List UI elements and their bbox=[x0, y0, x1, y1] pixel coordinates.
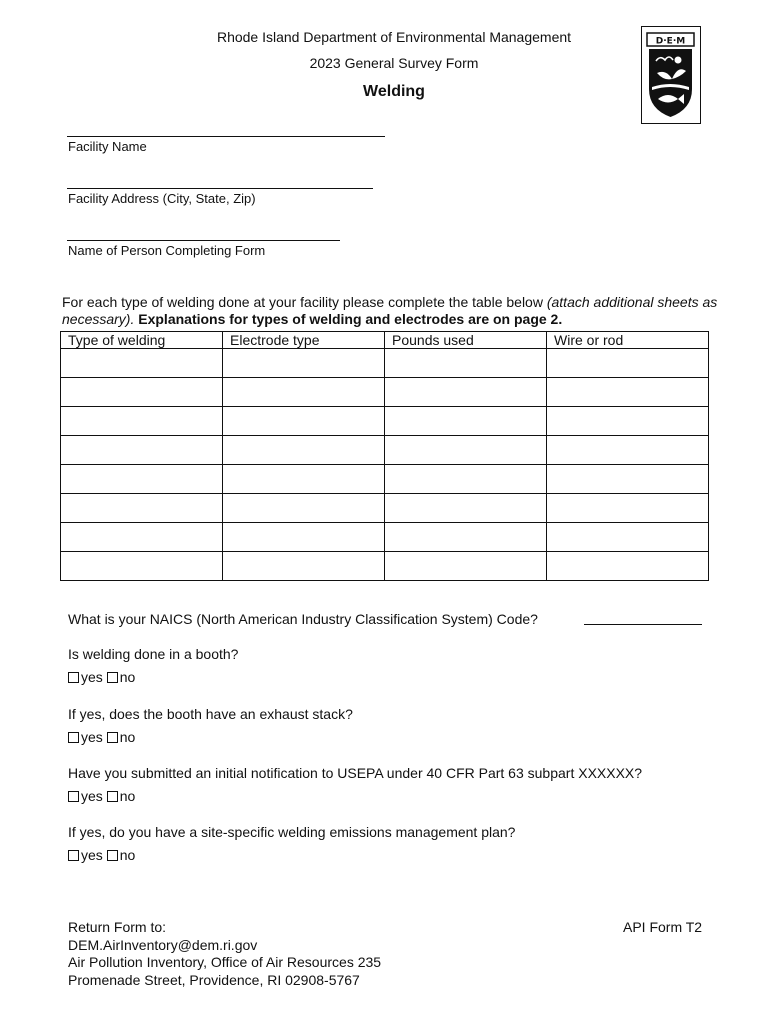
plan-question: If yes, do you have a site-specific welding emissions management plan? bbox=[68, 824, 516, 840]
column-header-electrode: Electrode type bbox=[223, 332, 385, 349]
table-cell[interactable] bbox=[223, 494, 385, 523]
table-cell[interactable] bbox=[223, 378, 385, 407]
table-cell[interactable] bbox=[385, 494, 547, 523]
facility-address-line[interactable] bbox=[67, 188, 373, 189]
table-cell[interactable] bbox=[547, 523, 709, 552]
plan-no-checkbox[interactable] bbox=[107, 850, 118, 861]
table-cell[interactable] bbox=[547, 349, 709, 378]
dem-logo bbox=[641, 26, 701, 124]
table-cell[interactable] bbox=[61, 552, 223, 581]
booth-options bbox=[68, 669, 135, 685]
dem-emblem-icon bbox=[642, 27, 699, 122]
usepa-question: Have you submitted an initial notification to USEPA under 40 CFR Part 63 subpart XXXXXX? bbox=[68, 765, 643, 781]
table-cell[interactable] bbox=[61, 523, 223, 552]
booth-question: Is welding done in a booth? bbox=[68, 646, 239, 662]
welding-table bbox=[60, 331, 709, 581]
usepa-yes-checkbox[interactable] bbox=[68, 791, 79, 802]
table-cell[interactable] bbox=[385, 552, 547, 581]
naics-question: What is your NAICS (North American Industry Classification System) Code? bbox=[68, 611, 538, 627]
naics-input-line[interactable] bbox=[584, 624, 702, 625]
usepa-no-checkbox[interactable] bbox=[107, 791, 118, 802]
table-cell[interactable] bbox=[61, 494, 223, 523]
agency-name: Rhode Island Department of Environmental Management bbox=[216, 29, 572, 45]
instructions-italic: (attach additional sheets as necessary). bbox=[62, 294, 718, 327]
table-cell[interactable] bbox=[385, 436, 547, 465]
table-cell[interactable] bbox=[223, 436, 385, 465]
table-cell[interactable] bbox=[385, 349, 547, 378]
page-title: Welding bbox=[363, 83, 425, 100]
table-row bbox=[61, 407, 709, 436]
person-name-line[interactable] bbox=[67, 240, 340, 241]
column-header-type: Type of welding bbox=[61, 332, 223, 349]
table-cell[interactable] bbox=[223, 523, 385, 552]
form-id: API Form T2 bbox=[623, 919, 703, 935]
column-header-wire: Wire or rod bbox=[547, 332, 709, 349]
return-label: Return Form to: bbox=[68, 919, 167, 935]
table-cell[interactable] bbox=[223, 407, 385, 436]
column-header-pounds: Pounds used bbox=[385, 332, 547, 349]
table-cell[interactable] bbox=[61, 465, 223, 494]
return-office: Air Pollution Inventory, Office of Air Resources 235 bbox=[68, 954, 382, 970]
logo-text: D·E·M bbox=[655, 36, 686, 47]
exhaust-no-label: no bbox=[119, 729, 136, 745]
booth-yes-label: yes bbox=[81, 669, 103, 685]
table-cell[interactable] bbox=[61, 436, 223, 465]
table-cell[interactable] bbox=[547, 407, 709, 436]
usepa-options bbox=[68, 788, 135, 804]
table-cell[interactable] bbox=[547, 378, 709, 407]
exhaust-question: If yes, does the booth have an exhaust stack? bbox=[68, 706, 353, 722]
table-cell[interactable] bbox=[223, 349, 385, 378]
table-cell[interactable] bbox=[547, 494, 709, 523]
table-cell[interactable] bbox=[223, 552, 385, 581]
table-cell[interactable] bbox=[547, 465, 709, 494]
table-row bbox=[61, 378, 709, 407]
form-subtitle: 2023 General Survey Form bbox=[309, 55, 479, 71]
table-cell[interactable] bbox=[385, 378, 547, 407]
table-cell[interactable] bbox=[61, 378, 223, 407]
instructions-paragraph bbox=[62, 294, 722, 328]
booth-no-checkbox[interactable] bbox=[107, 672, 118, 683]
usepa-yes-label: yes bbox=[81, 788, 103, 804]
exhaust-yes-label: yes bbox=[81, 729, 103, 745]
return-street: Promenade Street, Providence, RI 02908-5767 bbox=[68, 971, 360, 988]
facility-name-label: Facility Name bbox=[68, 139, 147, 154]
table-row bbox=[61, 552, 709, 581]
table-row bbox=[61, 349, 709, 378]
table-row bbox=[61, 436, 709, 465]
plan-no-label: no bbox=[119, 847, 136, 863]
booth-no-label: no bbox=[119, 669, 136, 685]
table-row bbox=[61, 523, 709, 552]
facility-name-line[interactable] bbox=[67, 136, 385, 137]
table-cell[interactable] bbox=[547, 436, 709, 465]
return-email: DEM.AirInventory@dem.ri.gov bbox=[68, 936, 258, 953]
table-header-row bbox=[61, 332, 709, 349]
exhaust-yes-checkbox[interactable] bbox=[68, 732, 79, 743]
return-address bbox=[68, 919, 381, 989]
table-cell[interactable] bbox=[547, 552, 709, 581]
table-row bbox=[61, 465, 709, 494]
facility-address-label: Facility Address (City, State, Zip) bbox=[68, 191, 256, 206]
table-cell[interactable] bbox=[61, 407, 223, 436]
booth-yes-checkbox[interactable] bbox=[68, 672, 79, 683]
plan-options bbox=[68, 847, 135, 863]
instructions-text: For each type of welding done at your facility please complete the table below bbox=[62, 294, 547, 310]
plan-yes-checkbox[interactable] bbox=[68, 850, 79, 861]
table-cell[interactable] bbox=[385, 407, 547, 436]
table-cell[interactable] bbox=[61, 349, 223, 378]
exhaust-no-checkbox[interactable] bbox=[107, 732, 118, 743]
usepa-no-label: no bbox=[119, 788, 136, 804]
table-cell[interactable] bbox=[223, 465, 385, 494]
table-row bbox=[61, 494, 709, 523]
table-cell[interactable] bbox=[385, 465, 547, 494]
person-name-label: Name of Person Completing Form bbox=[68, 243, 266, 258]
plan-yes-label: yes bbox=[81, 847, 103, 863]
table-cell[interactable] bbox=[385, 523, 547, 552]
exhaust-options bbox=[68, 729, 135, 745]
instructions-bold: Explanations for types of welding and electrodes are on page 2. bbox=[134, 311, 563, 327]
